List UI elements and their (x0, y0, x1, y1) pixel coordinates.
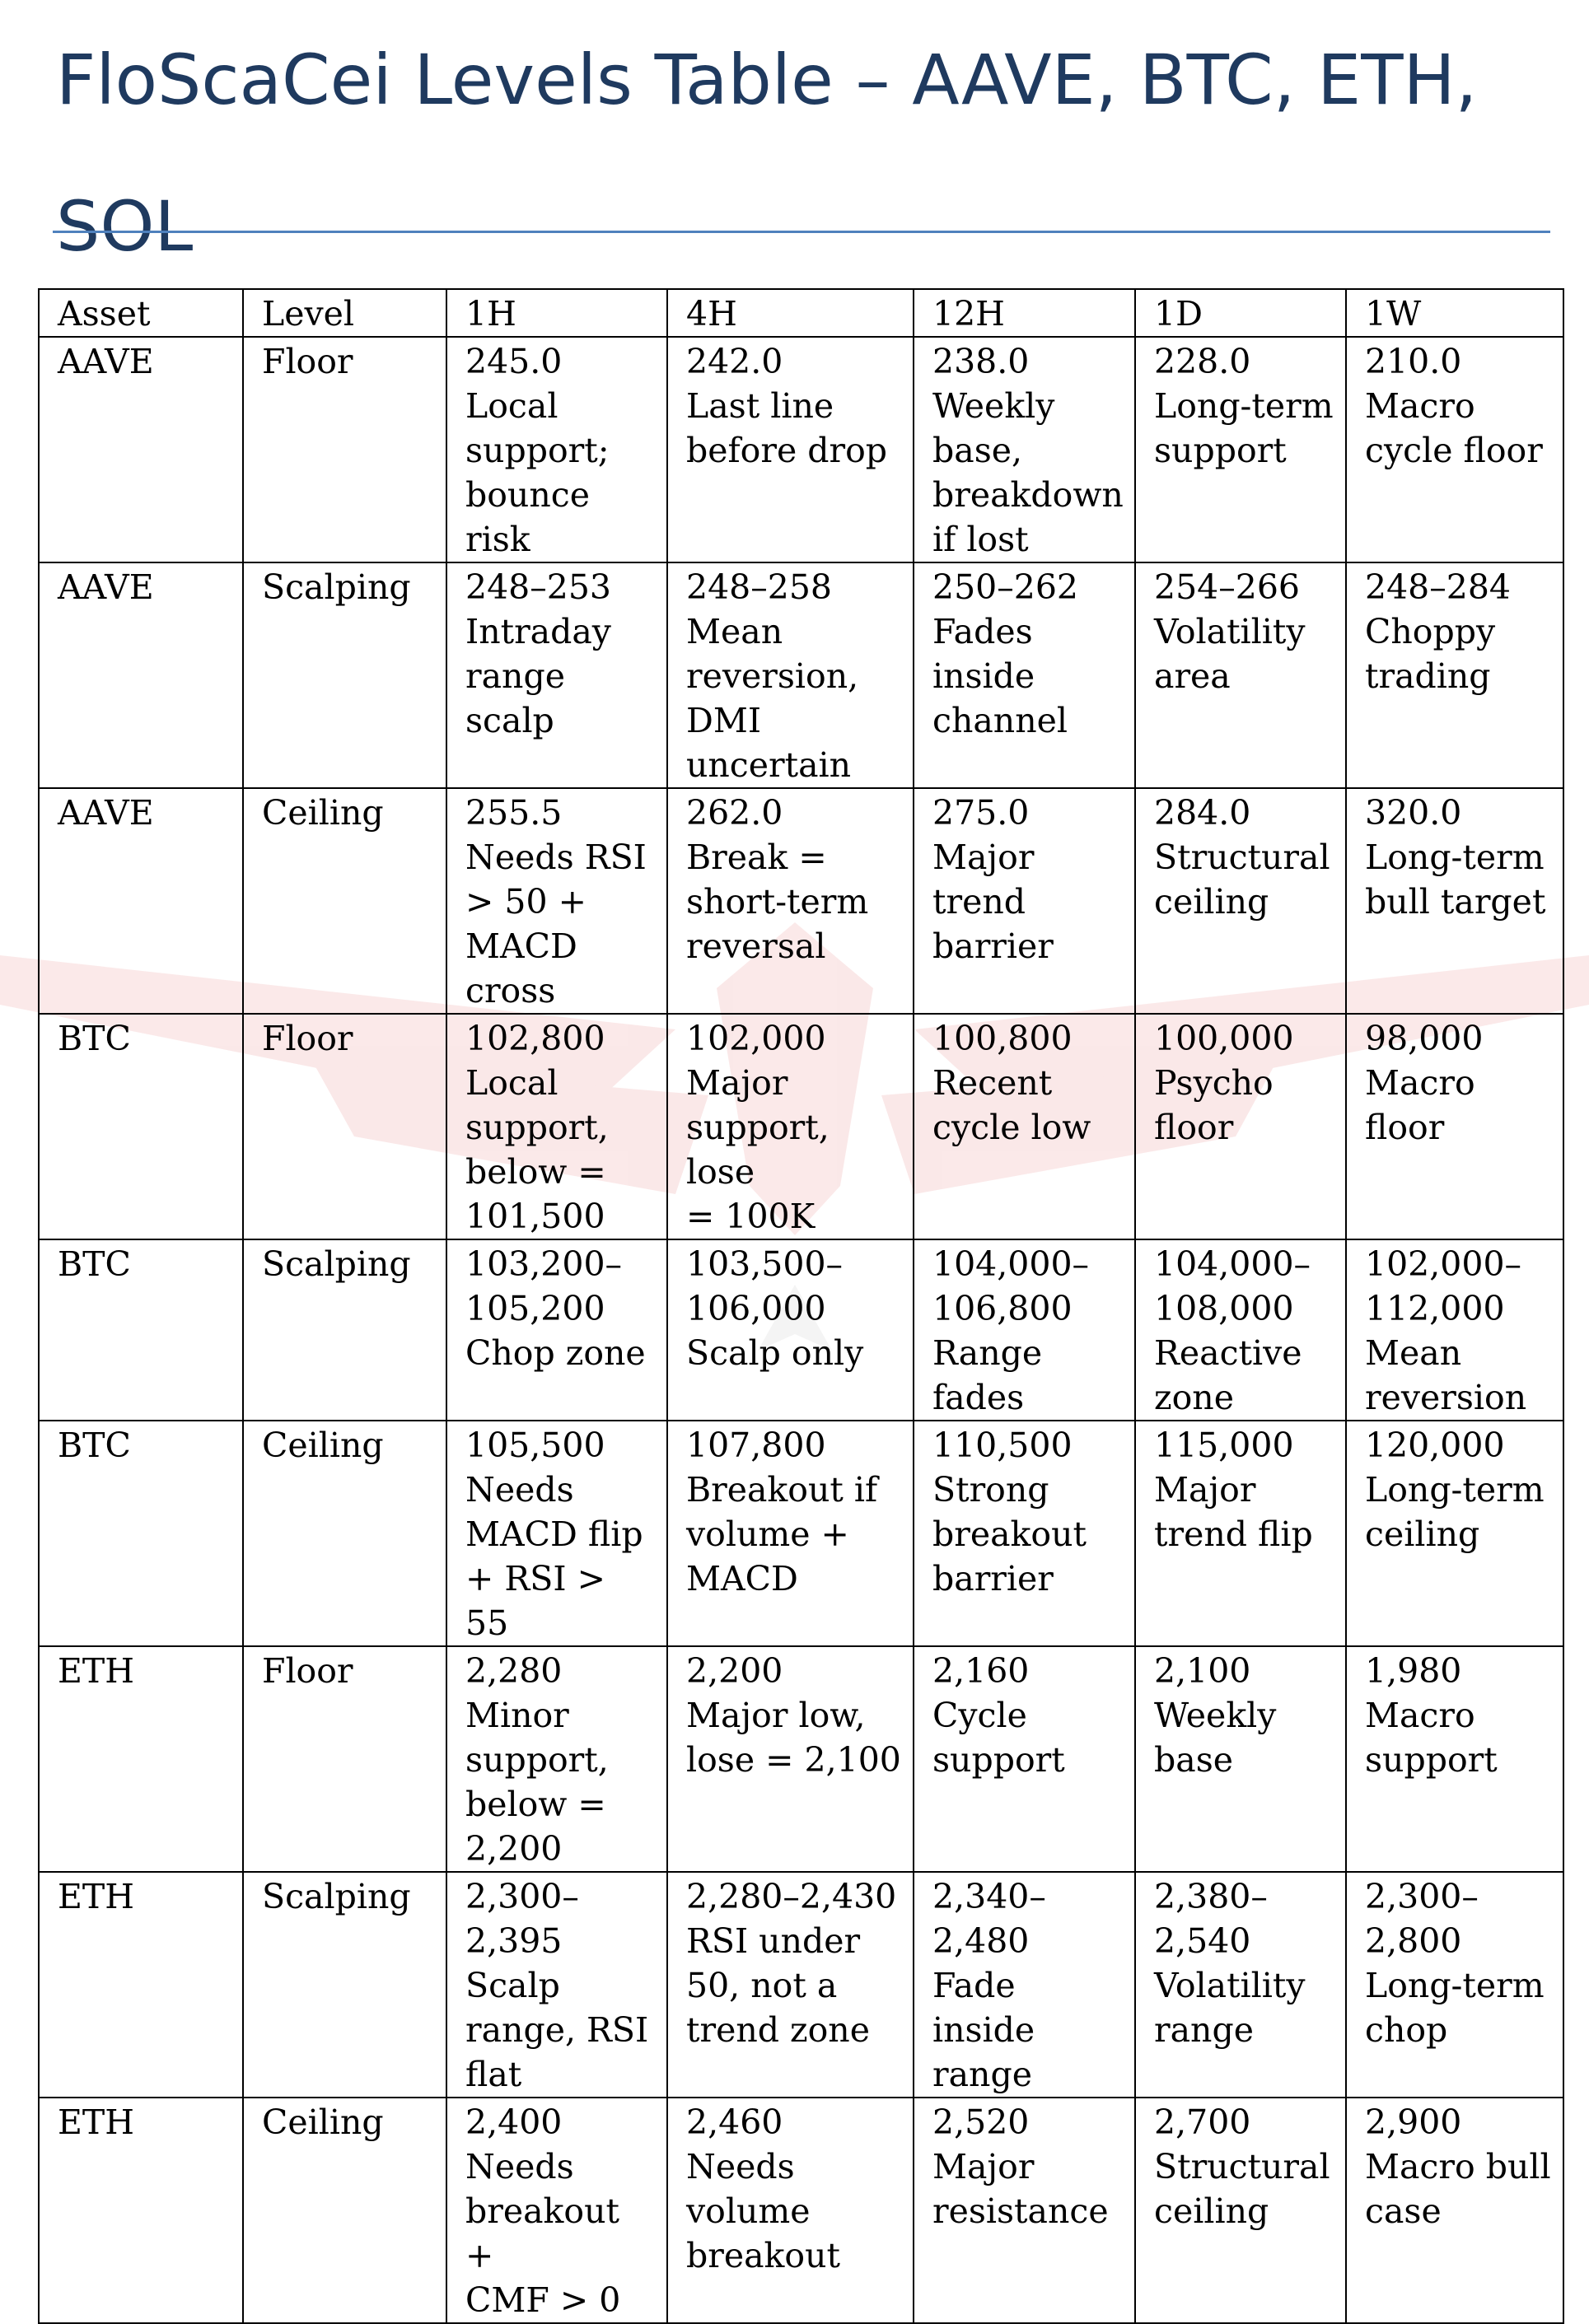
cell-asset: BTC (39, 1239, 243, 1421)
cell-12h: 238.0 Weekly base, breakdown if lost (914, 337, 1135, 562)
cell-4h: 103,500– 106,000 Scalp only (667, 1239, 914, 1421)
levels-table (38, 288, 1564, 2324)
cell-1d: 284.0 Structural ceiling (1135, 788, 1346, 1014)
cell-1d: 2,700 Structural ceiling (1135, 2098, 1346, 2323)
cell-4h: 2,460 Needs volume breakout (667, 2098, 914, 2323)
table-row (39, 788, 1563, 1014)
cell-4h: 2,200 Major low, lose = 2,100 (667, 1646, 914, 1872)
cell-1h: 102,800 Local support, below = 101,500 (446, 1014, 667, 1239)
cell-1w: 120,000 Long-term ceiling (1346, 1421, 1563, 1646)
cell-4h: 242.0 Last line before drop (667, 337, 914, 562)
cell-12h: 104,000– 106,800 Range fades (914, 1239, 1135, 1421)
cell-1w: 248–284 Choppy trading (1346, 562, 1563, 788)
table-row (39, 1646, 1563, 1872)
table-header-row (39, 289, 1563, 337)
header-level: Level (243, 289, 446, 337)
table-row (39, 1872, 1563, 2098)
table-row (39, 1014, 1563, 1239)
cell-1w: 320.0 Long-term bull target (1346, 788, 1563, 1014)
cell-level: Scalping (243, 1239, 446, 1421)
cell-1h: 248–253 Intraday range scalp (446, 562, 667, 788)
cell-4h: 107,800 Breakout if volume + MACD (667, 1421, 914, 1646)
cell-level: Scalping (243, 1872, 446, 2098)
cell-1h: 245.0 Local support; bounce risk (446, 337, 667, 562)
cell-1d: 104,000– 108,000 Reactive zone (1135, 1239, 1346, 1421)
cell-level: Scalping (243, 562, 446, 788)
cell-12h: 2,340– 2,480 Fade inside range (914, 1872, 1135, 2098)
cell-asset: ETH (39, 1872, 243, 2098)
cell-4h: 102,000 Major support, lose = 100K (667, 1014, 914, 1239)
cell-asset: BTC (39, 1421, 243, 1646)
cell-level: Floor (243, 1014, 446, 1239)
cell-12h: 110,500 Strong breakout barrier (914, 1421, 1135, 1646)
header-1h: 1H (446, 289, 667, 337)
cell-1w: 1,980 Macro support (1346, 1646, 1563, 1872)
cell-1h: 2,280 Minor support, below = 2,200 (446, 1646, 667, 1872)
cell-12h: 100,800 Recent cycle low (914, 1014, 1135, 1239)
cell-asset: ETH (39, 2098, 243, 2323)
cell-12h: 250–262 Fades inside channel (914, 562, 1135, 788)
cell-level: Ceiling (243, 1421, 446, 1646)
header-asset: Asset (39, 289, 243, 337)
cell-level: Ceiling (243, 788, 446, 1014)
cell-1w: 98,000 Macro floor (1346, 1014, 1563, 1239)
cell-1h: 2,300– 2,395 Scalp range, RSI flat (446, 1872, 667, 2098)
cell-1w: 210.0 Macro cycle floor (1346, 337, 1563, 562)
cell-asset: AAVE (39, 562, 243, 788)
cell-1d: 100,000 Psycho floor (1135, 1014, 1346, 1239)
cell-1w: 2,300– 2,800 Long-term chop (1346, 1872, 1563, 2098)
cell-1w: 2,900 Macro bull case (1346, 2098, 1563, 2323)
header-4h: 4H (667, 289, 914, 337)
cell-1w: 102,000– 112,000 Mean reversion (1346, 1239, 1563, 1421)
cell-asset: AAVE (39, 788, 243, 1014)
header-1w: 1W (1346, 289, 1563, 337)
cell-4h: 262.0 Break = short-term reversal (667, 788, 914, 1014)
table-row (39, 1239, 1563, 1421)
cell-asset: ETH (39, 1646, 243, 1872)
header-1d: 1D (1135, 289, 1346, 337)
cell-12h: 2,520 Major resistance (914, 2098, 1135, 2323)
cell-1h: 103,200– 105,200 Chop zone (446, 1239, 667, 1421)
cell-1d: 228.0 Long-term support (1135, 337, 1346, 562)
cell-1d: 254–266 Volatility area (1135, 562, 1346, 788)
cell-1d: 2,100 Weekly base (1135, 1646, 1346, 1872)
cell-4h: 2,280–2,430 RSI under 50, not a trend zone (667, 1872, 914, 2098)
cell-1h: 105,500 Needs MACD flip + RSI > 55 (446, 1421, 667, 1646)
table-row (39, 337, 1563, 562)
table-row (39, 2098, 1563, 2323)
cell-1h: 2,400 Needs breakout + CMF > 0 (446, 2098, 667, 2323)
cell-1h: 255.5 Needs RSI > 50 + MACD cross (446, 788, 667, 1014)
cell-level: Floor (243, 1646, 446, 1872)
cell-asset: BTC (39, 1014, 243, 1239)
cell-4h: 248–258 Mean reversion, DMI uncertain (667, 562, 914, 788)
cell-asset: AAVE (39, 337, 243, 562)
cell-12h: 275.0 Major trend barrier (914, 788, 1135, 1014)
page-title: FloScaCei Levels Table – AAVE, BTC, ETH, SOL (56, 40, 1478, 267)
table-row (39, 562, 1563, 788)
header-12h: 12H (914, 289, 1135, 337)
cell-12h: 2,160 Cycle support (914, 1646, 1135, 1872)
table-row (39, 1421, 1563, 1646)
cell-level: Ceiling (243, 2098, 446, 2323)
cell-1d: 115,000 Major trend flip (1135, 1421, 1346, 1646)
cell-level: Floor (243, 337, 446, 562)
cell-1d: 2,380– 2,540 Volatility range (1135, 1872, 1346, 2098)
title-divider (53, 231, 1550, 233)
